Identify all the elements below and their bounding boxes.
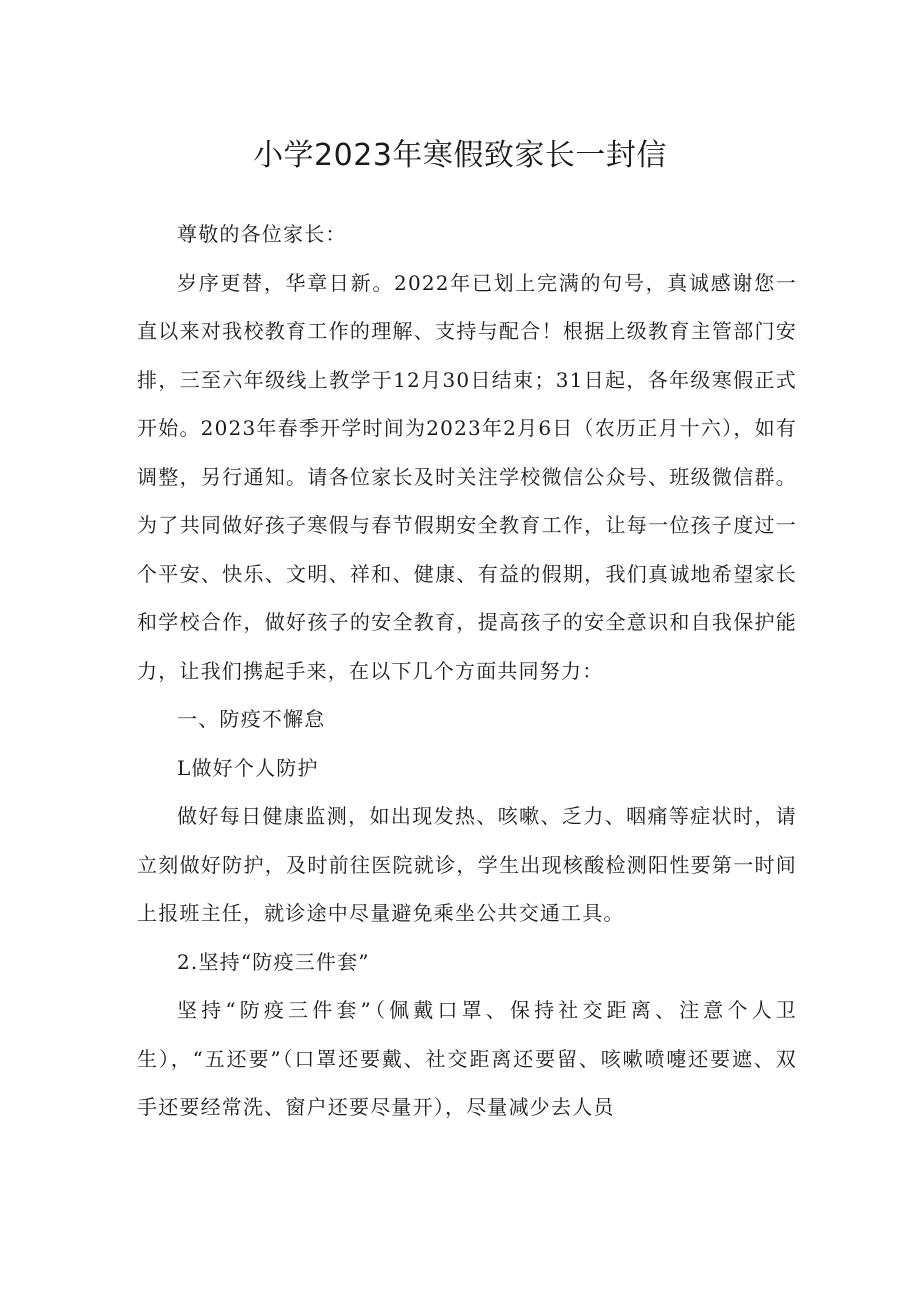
salutation: 尊敬的各位家长： [177,222,347,246]
section-heading-epidemic: 一、防疫不懈怠 [177,707,326,731]
letter-body [137,210,797,1132]
intro-paragraph: 岁序更替，华章日新。2022年已划上完满的句号，真诚感谢您一直以来对我校教育工作的理解、支持与配合！根据上级教育主管部门安排，三至六年级线上教学于12月30日结束；31日起，各年级寒假正式开始。2023年春季开学时间为2023年2月6日（农历正月十六），如有调整，另行通知。请各位家长及时关注学校微信公众号、班级微信群。为了共同做好孩子寒假与春节假期安全教育工作，让每一位孩子度过一个平安、快乐、文明、祥和、健康、有益的假期，我们真诚地希望家长和学校合作，做好孩子的安全教育，提高孩子的安全意识和自我保护能力，让我们携起手来，在以下几个方面共同努力： [137,270,797,683]
paragraph-health-monitoring: 做好每日健康监测，如出现发热、咳嗽、乏力、咽痛等症状时，请立刻做好防护，及时前往医院就诊，学生出现核酸检测阳性要第一时间上报班主任，就诊途中尽量避免乘坐公共交通工具。 [137,804,797,925]
subheading-three-items: 2.坚持“防疫三件套” [177,949,370,974]
paragraph-three-items: 坚持“防疫三件套”（佩戴口罩、保持社交距离、注意个人卫生），“五还要”（口罩还要戴、社交距离还要留、咳嗽喷嚏还要遮、双手还要经常洗、窗户还要尽量开），尽量减少去人员 [137,998,797,1119]
subheading-personal-protection: L做好个人防护 [177,755,319,780]
document-title: 小学2023年寒假致家长一封信 [253,138,667,173]
